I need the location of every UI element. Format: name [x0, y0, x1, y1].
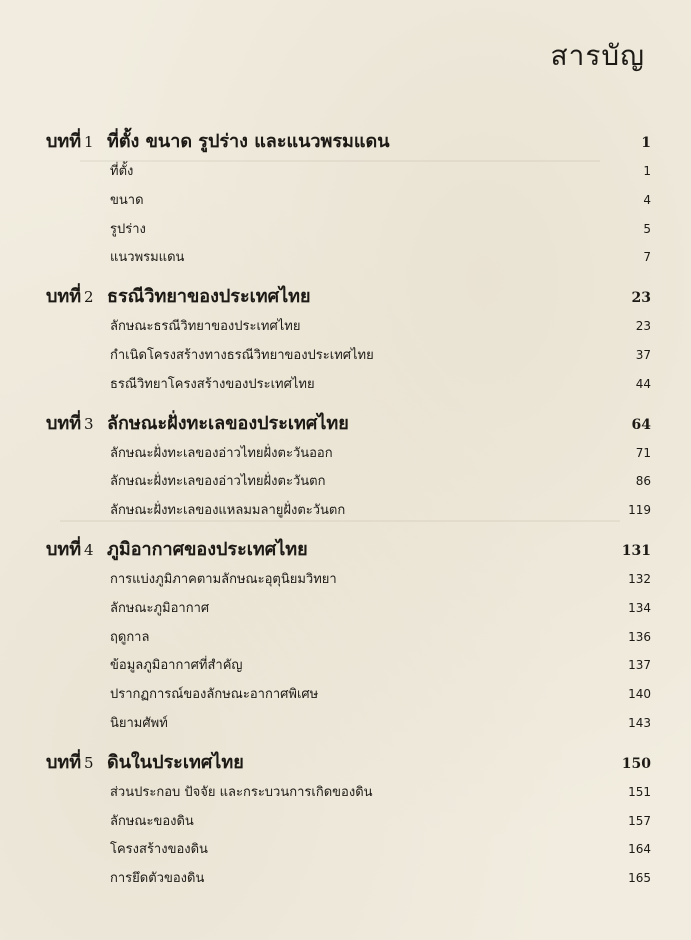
- chapter-section: [46, 408, 651, 528]
- toc-entry[interactable]: [110, 568, 651, 597]
- entry-title: กำเนิดโครงสร้างทางธรณีวิทยาของประเทศไทย: [110, 347, 374, 363]
- entry-title: การยึดตัวของดิน: [110, 871, 205, 887]
- chapter-title: ภูมิอากาศของประเทศไทย: [107, 538, 308, 560]
- toc-entry[interactable]: [110, 315, 651, 344]
- entry-title: ขนาด: [110, 192, 144, 208]
- entry-title: นิยามศัพท์: [110, 715, 168, 731]
- entry-page-number: 86: [635, 474, 651, 489]
- entry-title: ลักษณะของดิน: [110, 813, 194, 829]
- chapter-heading[interactable]: [46, 408, 651, 442]
- chapter-title: ลักษณะฝั่งทะเลของประเทศไทย: [107, 412, 349, 434]
- toc-entry[interactable]: [110, 246, 651, 275]
- entry-title: ลักษณะฝั่งทะเลของอ่าวไทยฝั่งตะวันออก: [110, 445, 333, 461]
- chapter-entries: [110, 315, 651, 401]
- toc-entry[interactable]: [110, 867, 651, 896]
- chapter-heading[interactable]: [46, 126, 651, 160]
- entry-page-number: 165: [628, 871, 651, 886]
- chapter-label: บทที่: [46, 286, 82, 308]
- chapter-entries: [110, 160, 651, 275]
- chapter-title: ธรณีวิทยาของประเทศไทย: [107, 286, 311, 308]
- toc-entry[interactable]: [110, 810, 651, 839]
- chapter-heading[interactable]: [46, 534, 651, 568]
- toc-entry[interactable]: [110, 499, 651, 528]
- entry-page-number: 119: [628, 503, 651, 518]
- entry-title: ปรากฏการณ์ของลักษณะอากาศพิเศษ: [110, 687, 319, 703]
- chapter-number: 5: [84, 753, 94, 772]
- chapter-section: [46, 534, 651, 741]
- chapter-heading[interactable]: [46, 281, 651, 315]
- entry-page-number: 132: [628, 571, 651, 586]
- chapter-section: [46, 747, 651, 896]
- entry-page-number: 4: [643, 192, 651, 207]
- entry-title: ส่วนประกอบ ปัจจัย และกระบวนการเกิดของดิน: [110, 784, 373, 800]
- entry-page-number: 134: [628, 600, 651, 615]
- chapter-heading[interactable]: [46, 747, 651, 781]
- chapter-section: [46, 126, 651, 275]
- toc-entry[interactable]: [110, 626, 651, 655]
- entry-page-number: 164: [628, 842, 651, 857]
- entry-page-number: 7: [643, 250, 651, 265]
- chapter-label: บทที่: [46, 412, 82, 434]
- table-of-contents: [46, 126, 651, 902]
- toc-entry[interactable]: [110, 189, 651, 218]
- toc-entry[interactable]: [110, 344, 651, 373]
- toc-entry[interactable]: [110, 712, 651, 741]
- entry-title: รูปร่าง: [110, 221, 146, 237]
- entry-page-number: 143: [628, 715, 651, 730]
- chapter-page-number: 131: [621, 542, 651, 559]
- toc-entry[interactable]: [110, 160, 651, 189]
- toc-entry[interactable]: [110, 373, 651, 402]
- chapter-number: 1: [84, 133, 94, 151]
- entry-title: การแบ่งภูมิภาคตามลักษณะอุตุนิยมวิทยา: [110, 571, 337, 587]
- entry-page-number: 137: [628, 658, 651, 673]
- entry-page-number: 44: [635, 376, 651, 391]
- entry-title: ธรณีวิทยาโครงสร้างของประเทศไทย: [110, 376, 315, 392]
- entry-page-number: 71: [635, 445, 651, 460]
- entry-page-number: 136: [628, 629, 651, 644]
- toc-entry[interactable]: [110, 442, 651, 471]
- entry-page-number: 140: [628, 687, 651, 702]
- chapter-section: [46, 281, 651, 401]
- chapter-entries: [110, 442, 651, 528]
- chapter-page-number: 150: [621, 755, 651, 772]
- entry-page-number: 37: [635, 347, 651, 362]
- toc-entry[interactable]: [110, 597, 651, 626]
- chapter-label: บทที่: [46, 751, 82, 773]
- chapter-entries: [110, 568, 651, 741]
- toc-entry[interactable]: [110, 683, 651, 712]
- entry-page-number: 23: [635, 319, 651, 334]
- entry-title: ลักษณะฝั่งทะเลของอ่าวไทยฝั่งตะวันตก: [110, 474, 326, 490]
- entry-title: ข้อมูลภูมิอากาศที่สำคัญ: [110, 658, 243, 674]
- chapter-label: บทที่: [46, 131, 82, 152]
- toc-entry[interactable]: [110, 218, 651, 247]
- entry-page-number: 1: [643, 164, 651, 178]
- toc-title: สารบัญ: [550, 39, 645, 72]
- entry-title: ฤดูกาล: [110, 629, 150, 645]
- entry-page-number: 151: [628, 784, 651, 799]
- toc-entry[interactable]: [110, 470, 651, 499]
- entry-title: โครงสร้างของดิน: [110, 842, 208, 858]
- chapter-title: ที่ตั้ง ขนาด รูปร่าง และแนวพรมแดน: [107, 131, 390, 152]
- entry-title: ลักษณะภูมิอากาศ: [110, 600, 210, 616]
- chapter-number: 4: [84, 540, 94, 559]
- toc-entry[interactable]: [110, 838, 651, 867]
- chapter-number: 3: [84, 414, 94, 433]
- chapter-page-number: 1: [641, 135, 651, 151]
- entry-title: ลักษณะฝั่งทะเลของแหลมมลายูฝั่งตะวันตก: [110, 503, 346, 519]
- chapter-entries: [110, 781, 651, 896]
- chapter-label: บทที่: [46, 538, 82, 560]
- chapter-page-number: 64: [631, 416, 651, 433]
- chapter-title: ดินในประเทศไทย: [107, 751, 244, 773]
- toc-entry[interactable]: [110, 781, 651, 810]
- entry-page-number: 5: [643, 221, 651, 236]
- entry-page-number: 157: [628, 813, 651, 828]
- toc-entry[interactable]: [110, 654, 651, 683]
- entry-title: ที่ตั้ง: [110, 164, 134, 179]
- entry-title: ลักษณะธรณีวิทยาของประเทศไทย: [110, 319, 301, 335]
- entry-title: แนวพรมแดน: [110, 250, 185, 266]
- chapter-page-number: 23: [631, 290, 651, 307]
- chapter-number: 2: [84, 288, 94, 307]
